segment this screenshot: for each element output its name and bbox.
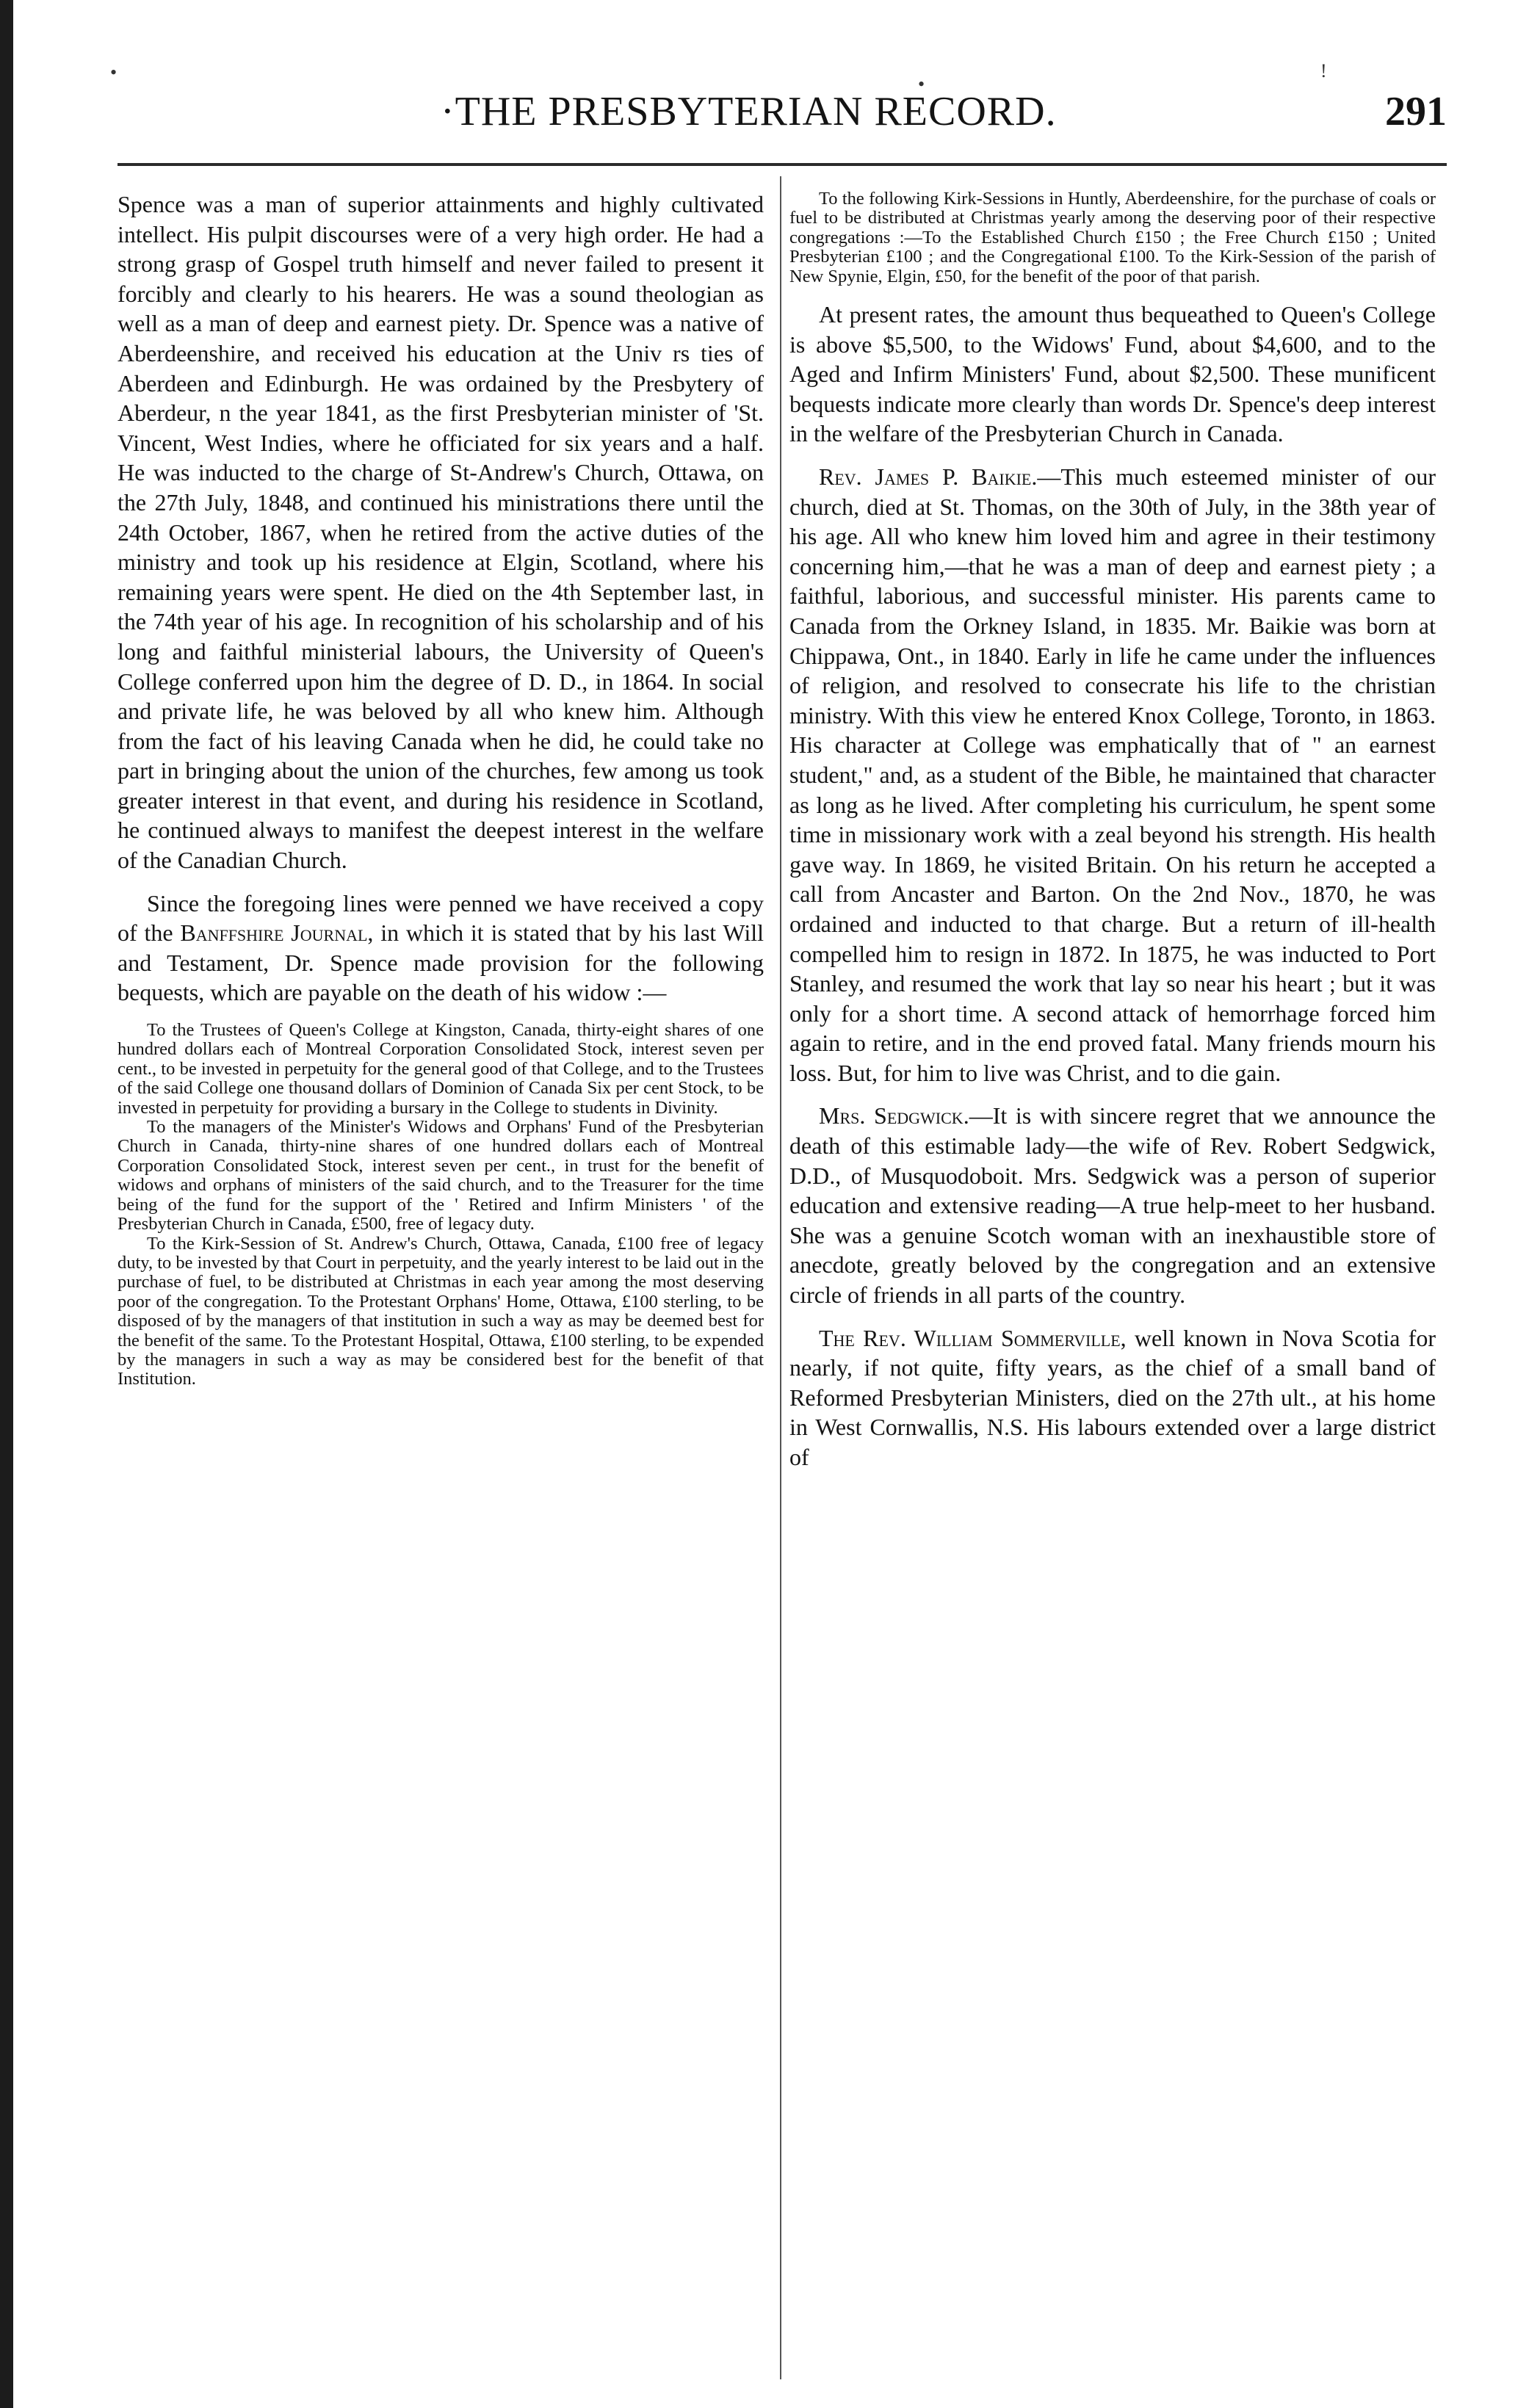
stray-mark: ! — [1320, 60, 1327, 82]
scan-edge-bar — [0, 0, 13, 2408]
obituary-name: Rev. James P. Baikie — [819, 463, 1032, 490]
obituary-sedgwick-paragraph — [789, 1101, 1436, 1309]
bequest-intro-paragraph — [118, 889, 764, 1008]
stray-mark: • — [918, 73, 925, 95]
bequest-st-andrews-ottawa: To the Kirk-Session of St. Andrew's Church, Ottawa, Canada, £100 free of legacy duty, to be invested by that Court in perpetuity, and the yearly interest to be laid out in the purchase of fuel, to be distributed at Christmas in each year among the most deserving poor of the congregation. To the Protestant Orphans' Home, Ottawa, £100 sterling, to be disposed of by the managers of that institution in such a way as may be deemed best for the benefit of the same. To the Protestant Hospital, Ottawa, £100 sterling, to be expended by the managers in such a way as may be considered best for the benefit of that Institution. — [118, 1233, 764, 1389]
text-run: Since the foregoing lines were penned we have received a copy of the — [118, 889, 764, 947]
bequest-queens-college: To the Trustees of Queen's College at Kingston, Canada, thirty-eight shares of one hundred dollars each of Montreal Corporation Consolidated Stock, interest seven per cent., to be invested in perpetuity for the general good of that College, and to the Trustees of the said College one thousand dollars of Dominion of Canada Six per cent Stock, to be invested in perpetuity for providing a bursary in the College to students in Divinity. — [118, 1020, 764, 1118]
running-title: ·THE PRESBYTERIAN RECORD. — [441, 89, 1057, 134]
obituary-baikie-paragraph — [789, 462, 1436, 1088]
text-run: .—It is with sincere regret that we announce the death of this estimable lady—the wife of Rev. Robert Sedgwick, D.D., of Musquodoboit. Mrs. Sedgwick was a person of superior education and extensive reading—A true help-meet to her husband. She was a genuine Scotch woman with an inexhaustible store of anecdote, greatly beloved by the congregation and an extensive circle of friends in all parts of the country. — [789, 1102, 1436, 1309]
page-header — [110, 88, 1447, 147]
journal-name: Banffshire Journal — [180, 919, 368, 947]
obituary-spence-paragraph: Spence was a man of superior attainments and highly cultivated intellect. His pulpit discourses were of a very high order. He had a strong grasp of Gospel truth himself and never failed to present it forcibly and clearly to his hearers. He was a sound theologian as well as a man of deep and earnest piety. Dr. Spence was a native of Aberdeenshire, and received his education at the Univ rs ties of Aberdeen and Edinburgh. He was ordained by the Presbytery of Aberdeur, n the year 1841, as the first Presbyterian minister of 'St. Vincent, West Indies, where he officiated for six years and a half. He was inducted to the charge of St-Andrew's Church, Ottawa, on the 27th July, 1848, and continued his ministrations there until the 24th October, 1867, when he retired from the active duties of the ministry and took up his residence at Elgin, Scotland, where his remaining years were spent. He died on the 4th September last, in the 74th year of his age. In recognition of his scholarship and of his long and faithful ministerial labours, the University of Queen's College conferred upon him the degree of D. D., in 1864. In social and private life, he was beloved by all who knew him. Although from the fact of his leaving Canada when he did, he could take no part in bringing about the union of the churches, few among us took greater interest in that event, and during his residence in Scotland, he continued always to manifest the deepest interest in the welfare of the Canadian Church. — [118, 191, 764, 874]
stray-mark: • — [110, 62, 118, 83]
obituary-name: Mrs. Sedgwick — [819, 1102, 964, 1129]
obituary-name: The Rev. William Sommerville — [819, 1324, 1121, 1351]
text-run: .—This much esteemed minister of our church, died at St. Thomas, on the 30th of July, in the 38th year of his age. All who knew him loved him and agree in their testimony concerning him,—that he was a man of deep and earnest piety ; a faithful, laborious, and successful minister. His parents came to Canada from the Orkney Island, in 1835. Mr. Baikie was born at Chippawa, Ont., in 1840. Early in life he came under the influences of religion, and resolved to consecrate his life to the christian ministry. With this view he entered Knox College, Toronto, in 1863. His character at College was emphatically that of " an earnest student," and, as a student of the Bible, he maintained that character as long as he lived. After completing his curriculum, he spent some time in missionary work with a zeal beyond his strength. His health gave way. In 1869, he visited Britain. On his return he accepted a call from Ancaster and Barton. On the 2nd Nov., 1870, he was ordained and inducted to that charge. But a return of ill-health compelled him to resign in 1872. In 1875, he was inducted to Port Stanley, and resumed the work that lay so near his heart ; but it was only for a short time. A second attack of hemorrhage forced him again to retire, and in the end proved fatal. Many friends mourn his loss. But, for him to live was Christ, and to die gain. — [789, 463, 1436, 1086]
bequest-summary-paragraph: At present rates, the amount thus bequeathed to Queen's College is above $5,500, to the Widows' Fund, about $4,600, and to the Aged and Infirm Ministers' Fund, about $2,500. These munificent bequests indicate more clearly than words Dr. Spence's deep interest in the welfare of the Presbyterian Church in Canada. — [789, 301, 1436, 447]
text-run: , in which it is stated that by his last Will and Testament, Dr. Spence made provision for the following bequests, which are payable on the death of his widow :— — [118, 919, 764, 1006]
obituary-sommerville-paragraph — [789, 1323, 1436, 1472]
text-run: , well known in Nova Scotia for nearly, if not quite, fifty years, as the chief of a small band of Reformed Presbyterian Ministers, died on the 27th ult., at his home in West Cornwallis, N.S. His labours extended over a large district of — [789, 1324, 1436, 1470]
left-column — [118, 189, 764, 1389]
header-rule — [118, 163, 1447, 166]
right-column — [789, 189, 1436, 1472]
page-number: 291 — [1385, 89, 1447, 134]
bequest-widows-fund: To the managers of the Minister's Widows and Orphans' Fund of the Presbyterian Church in Canada, thirty-nine shares of one hundred dollars each of Montreal Corporation Consolidated Stock, interest seven per cent., in trust for the benefit of widows and orphans of ministers of the said church, and to the Treasurer for the time being of the fund for the support of the ' Retired and Infirm Ministers ' of the Presbyterian Church in Canada, £500, free of legacy duty. — [118, 1117, 764, 1234]
bequest-huntly-sessions: To the following Kirk-Sessions in Huntly, Aberdeenshire, for the purchase of coals or fuel to be distributed at Christmas yearly among the deserving poor of their respective congregations :—To the Established Church £150 ; the Free Church £150 ; United Presbyterian £100 ; and the Congregational £100. To the Kirk-Session of the parish of New Spynie, Elgin, £50, for the benefit of the poor of that parish. — [789, 189, 1436, 286]
column-divider — [780, 176, 781, 2379]
